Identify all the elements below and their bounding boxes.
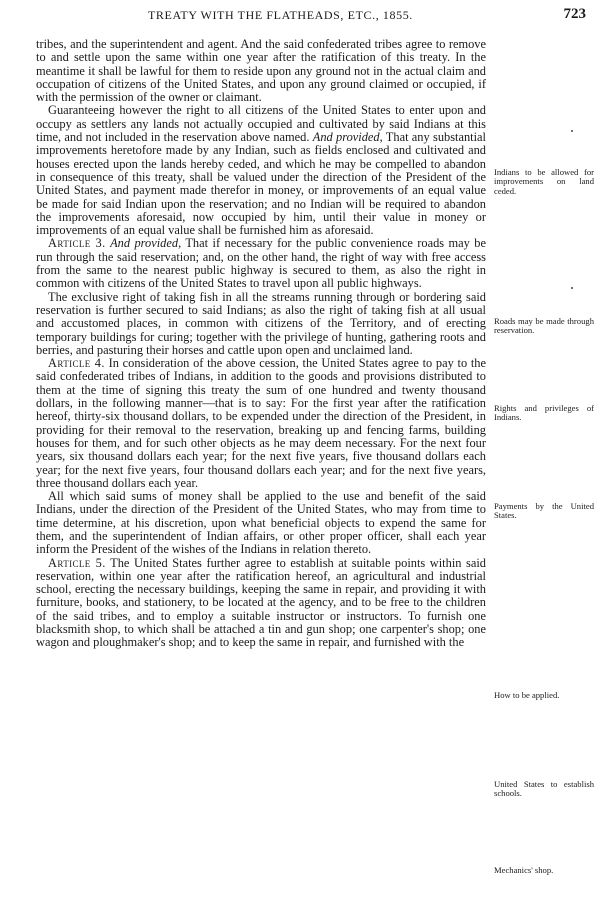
margin-dot [571,287,573,289]
treaty-body-text [36,38,486,650]
paragraph-continuation: tribes, and the superintendent and agent. And the said confederated tribes agree to remove to and settle upon the same within one year after the ratification of this treaty. In the meantime it shall be lawful for them to reside upon any ground not in the actual claim and occupation of citizens of the United States, and upon any ground claimed or occupied, if with the permission of the owner or claimant. [36,37,486,105]
article-heading: Article 4. [48,356,105,371]
margin-note-schools: United States to establish schools. [494,779,594,799]
paragraph-fishing-rights: The exclusive right of taking fish in all the streams running through or bordering said reservation is further secured to said Indians; as also the right of taking fish at all usual and accustomed places, in common with citizens of the Territory, and of erecting temporary buildings for curing; together with the privilege of hunting, gathering roots and berries, and pasturing their horses and cattle upon open and unclaimed land. [36,289,486,357]
page-number: 723 [563,6,586,22]
article-heading: Article 5. [48,555,106,570]
paragraph-guaranteeing: Guaranteeing however the right to all citizens of the United States to enter upon and occupy as settlers any lands not actually occupied and cultivated by said Indians at this time, and not included in the reservation above named. And provided, That any substantial improvements heretofore made by any Indian, such as fields enclosed and cultivated and houses erected upon the lands hereby ceded, and which he may be compelled to abandon in consequence of this treaty, shall be valued under the direction of the President of the United States, and payment made therefor in money, or improvements of an equal value be made for said Indian upon the reservation; and no Indian will be required to abandon the improvements aforesaid, now occupied by him, until their value in money or improvements of an equal value shall be furnished him as aforesaid. [36,103,486,238]
paragraph-article-4: Article 4. In consideration of the above cession, the United States agree to pay to the said confederated tribes of Indians, in addition to the goods and provisions distributed to them at the time of signing this treaty the sum of one hundred and twenty thousand dollars, in the following manner—that is to say: For the first year after the ratification hereof, thirty-six thousand dollars, to be expended under the direction of the President, in providing for their removal to the reservation, breaking up and fencing farms, building houses for them, and for such other objects as he may deem necessary. For the next four years, six thousand dollars each year; for the next five years, five thousand dollars each year; for the next five years, four thousand dollars each year; and for the next five years, three thousand dollars each year. [36,356,487,490]
running-head: TREATY WITH THE FLATHEADS, ETC., 1855. [148,8,413,22]
margin-note-application: How to be applied. [494,690,560,700]
margin-note-rights: Rights and privileges of Indians. [494,403,594,423]
margin-note-improvements: Indians to be allowed for improvements on land ceded. [494,167,594,196]
proviso-italic: And provided [110,236,179,251]
paragraph-article-5: Article 5. The United States further agree to establish at suitable points within said reservation, within one year after the ratification hereof, an agricultural and industrial school, erecting the necessary buildings, keeping the same in repair, and providing it with furniture, books, and stationery, to be located at the agency, and to be free to the children of the said tribes, and to employ a suitable instructor or instructors. To furnish one blacksmith shop, to which shall be attached a tin and gun shop; one carpenter's shop; one wagon and ploughmaker's shop; and to keep the same in repair, and furnished with the [36,555,486,650]
paragraph-application: All which said sums of money shall be applied to the use and benefit of the said Indians, under the direction of the President of the United States, who may from time to time determine, at his discretion, upon what beneficial objects to expend the same for them, and the superintendent of Indian affairs, or other proper officer, shall each year inform the President of the wishes of the Indians in relation thereto. [36,489,486,557]
paragraph-article-3: Article 3. And provided, That if necessary for the public convenience roads may be run through the said reservation; and, on the other hand, the right of way with free access from the same to the nearest public highway is secured to them, as also the right in common with citizens of the United States to travel upon all public highways. [36,236,487,291]
margin-note-mechanics-shop: Mechanics' shop. [494,865,554,875]
margin-note-roads: Roads may be made through reservation. [494,316,594,336]
page-header [0,6,600,24]
proviso-italic: And provided [312,130,380,145]
margin-dot [571,130,573,132]
margin-note-payments: Payments by the United States. [494,501,594,521]
article-heading: Article 3. [48,236,106,251]
